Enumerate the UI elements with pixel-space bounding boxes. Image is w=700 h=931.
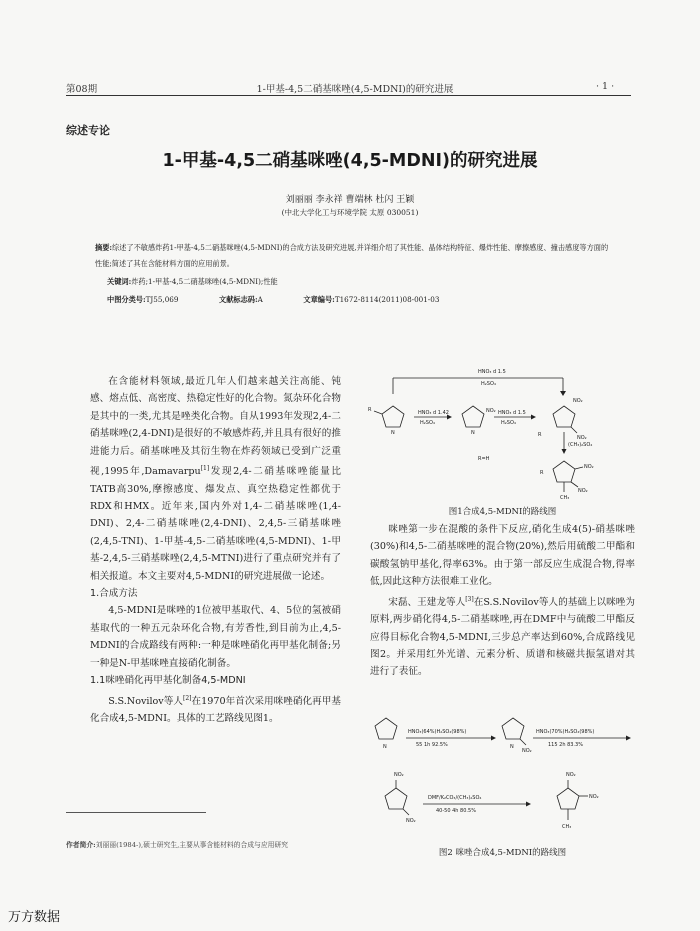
fig2-no2-4: NO₂	[566, 772, 576, 778]
footnote-text: 刘丽丽(1984-),硕士研究生,主要从事含能材料的合成与应用研究	[95, 841, 289, 849]
clc-label: 中图分类号:	[107, 295, 146, 304]
fig2-n-2: N	[510, 744, 514, 750]
synthesis-paragraph: 4,5-MDNI是咪唑的1位被甲基取代、4、5位的氢被硝基取代的一种五元杂环化合物,有芳香性,到目前为止,4,5-MDNI的合成路线有两种:一种是咪唑硝化再甲基化制备;另一种是N-甲基咪唑直接硝化制备。	[90, 605, 341, 669]
fig2-step2-conditions: 115 2h 83.3%	[548, 742, 583, 748]
figure-1-caption: 图1合成4,5-MDNI的路线图	[448, 507, 557, 517]
fig1-n-2: N	[471, 430, 475, 436]
fig1-r-2: R	[538, 432, 542, 438]
doc-code-label: 文献标志码:	[219, 295, 258, 304]
clc-value: TJ55,069	[145, 295, 179, 304]
watermark: 万方数据	[8, 910, 61, 925]
fig2-n-1: N	[383, 744, 387, 750]
intro-text-a: 在含能材料领域,最近几年人们越来越关注高能、钝感、熔点低、高密度、热稳定性好的化合物。氮杂环化合物是其中的一类,尤其是唑类化合物。自从1993年发现2,4-二硝基咪唑(2,4-DNI)是很好的不敏感炸药,并且具有很好的推进能力后。硝基咪唑及其衍生物在炸药领域已受到广泛重视,1995年,Damavarpu	[90, 376, 341, 478]
keywords-text: 炸药;1-甲基-4,5二硝基咪唑(4,5-MDNI);性能	[131, 277, 278, 286]
novilov-paragraph	[90, 690, 341, 728]
section-tag: 综述专论	[66, 124, 110, 137]
citation-3: [3]	[465, 595, 474, 603]
fig2-ch3: CH₃	[562, 824, 572, 830]
heading-1-1: 1.1咪唑硝化再甲基化制备4,5-MDNI	[90, 675, 246, 687]
abstract-label: 摘要:	[95, 243, 113, 252]
figure-1-scheme	[368, 364, 636, 514]
heading-synthesis: 1.合成方法	[90, 588, 138, 600]
fig1-step1-reagent-2: H₂SO₄	[420, 420, 435, 426]
article-id-value: T1672-8114(2011)08-001-03	[334, 295, 440, 304]
fig1-methylation-reagent: (CH₃)₂SO₄	[568, 442, 593, 448]
classification	[107, 292, 607, 308]
novilov-text-a: S.S.Novilov等人	[108, 695, 183, 707]
song-paragraph	[370, 591, 635, 681]
footnote-label: 作者简介:	[66, 841, 96, 849]
article-id-label: 文章编号:	[303, 295, 335, 304]
fig1-top-reagent-1: HNO₃ d 1.5	[478, 369, 506, 375]
fig1-r-1: R	[368, 407, 372, 413]
header-rule	[66, 95, 631, 96]
fig1-r-3: R	[540, 470, 544, 476]
fig1-no2-2: NO₂	[577, 435, 587, 441]
song-text-b: 在S.S.Novilov等人的基础上以咪唑为原料,两步硝化得4,5-二硝基咪唑,再在DMF中与硫酸二甲酯反应得目标化合物4,5-MDNI,三步总产率达到60%,合成路线见图2。并采用红外光谱、元素分析、质谱和核磁共振氢谱对其进行了表征。	[370, 596, 636, 678]
intro-paragraph	[90, 373, 341, 585]
issue-number: 第08期	[66, 84, 98, 95]
right-column	[370, 521, 635, 681]
fig2-no2-3: NO₂	[406, 818, 416, 824]
keywords-label: 关键词:	[107, 277, 132, 286]
article-title: 1-甲基-4,5二硝基咪唑(4,5-MDNI)的研究进展	[162, 151, 538, 171]
authors: 刘丽丽 李永祥 曹端林 杜闪 王颖	[285, 195, 415, 205]
fig1-no2-4: NO₂	[578, 488, 588, 494]
fig2-step1-reagents: HNO₃(64%)H₂SO₄(98%)	[408, 729, 467, 735]
figure-2-caption: 图2 咪唑合成4,5-MDNI的路线图	[438, 848, 567, 858]
fig2-step3-conditions: 40-50 4h 80.5%	[436, 808, 476, 814]
novilov-text-b: 在1970年首次采用咪唑硝化再甲基化合成4,5-MDNI。具体的工艺路线见图1。	[90, 695, 341, 725]
nitration-paragraph: 咪唑第一步在混酸的条件下反应,硝化生成4(5)-硝基咪唑(30%)和4,5-二硝基咪唑的混合物(20%),然后用硫酸二甲酯和碳酸氢钠甲基化,得率63%。由于第一部反应生成混合物,得率低,因此这种方法很难工业化。	[370, 524, 635, 588]
author-footnote	[66, 840, 331, 851]
keywords	[107, 274, 607, 290]
fig1-top-reagent-2: H₂SO₄	[481, 381, 496, 387]
fig1-no2-5: NO₂	[486, 408, 496, 414]
affiliation: (中北大学化工与环境学院 太原 030051)	[281, 208, 419, 217]
fig2-no2-2: NO₂	[394, 772, 404, 778]
fig1-step2-reagent-2: H₂SO₄	[501, 420, 516, 426]
footnote-rule	[66, 812, 206, 813]
fig2-step1-conditions: 55 1h 92.5%	[416, 742, 448, 748]
fig1-step2-reagent-1: HNO₃ d 1.5	[498, 410, 526, 416]
fig2-no2-1: NO₂	[522, 748, 532, 754]
abstract-text: 综述了不敏感炸药1-甲基-4,5二硝基咪唑(4,5-MDNI)的合成方法及研究进展,并详细介绍了其性能、晶体结构特征、爆炸性能、摩擦感度、撞击感度等方面的性能;简述了其在含能材料方面的应用前景。	[95, 243, 609, 268]
fig1-n-1: N	[391, 430, 395, 436]
fig1-no2-3: NO₂	[584, 464, 594, 470]
figure-2-scheme	[368, 708, 636, 848]
fig1-no2-1: NO₂	[573, 398, 583, 404]
fig2-no2-5: NO₂	[589, 794, 599, 800]
running-title: 1-甲基-4,5二硝基咪唑(4,5-MDNI)的研究进展	[256, 84, 454, 95]
song-text-a: 宋磊、王建龙等人	[388, 596, 466, 608]
fig2-step3-reagents: DMF/K₂CO₃/(CH₃)₂SO₄	[428, 795, 482, 801]
doc-code-value: A	[257, 295, 263, 304]
fig1-ch3: CH₃	[560, 495, 570, 501]
citation-1: [1]	[200, 465, 210, 473]
citation-2: [2]	[182, 694, 192, 702]
page-number: · 1 ·	[596, 81, 615, 92]
fig1-r-definition: R=H	[478, 456, 490, 462]
left-column	[90, 373, 341, 728]
intro-text-b: 发现2,4-二硝基咪唑能量比TATB高30%,摩擦感度、爆发点、真空热稳定性都优于RDX和HMX。近年来,国内外对1,4-二硝基咪唑(1,4-DNI)、2,4-二硝基咪唑(2,4-DNI)、2,4,5-三硝基咪唑(2,4,5-TNI)、1-甲基-4,5-二硝基咪唑(4,5-MDNI)、1-甲基-2,4,5-三硝基咪唑(2,4,5-MTNI)进行了重点研究并有了相关报道。本文主要对4,5-MDNI的研究进展做一论述。	[90, 466, 342, 582]
fig1-step1-reagent-1: HNO₃ d 1.42	[418, 410, 449, 416]
fig2-step2-reagents: HNO₃(70%)H₂SO₄(98%)	[536, 729, 595, 735]
abstract	[95, 240, 615, 272]
